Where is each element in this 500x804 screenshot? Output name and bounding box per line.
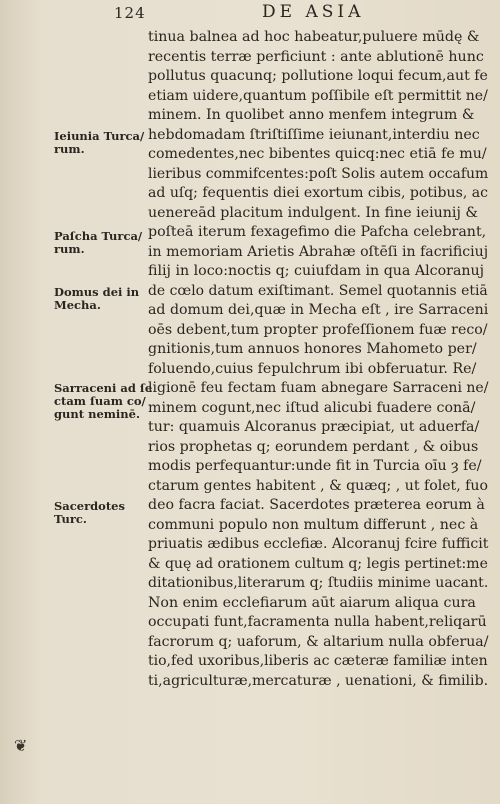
text-line: rios prophetas q; eorundem perdant , & oibus: [148, 438, 479, 455]
running-title: DE ASIA: [262, 2, 365, 22]
margin-note-line: Sacerdotes: [54, 499, 125, 513]
text-line: deo facra faciat. Sacerdotes præterea eorum à: [148, 497, 485, 513]
margin-note-ieiunia: [54, 130, 149, 156]
margin-note-sarraceni: [54, 381, 153, 421]
text-line: Non enim ecclefiarum aūt aiarum aliqua cura: [148, 594, 476, 611]
page-number: 124: [114, 4, 146, 22]
text-line: modis perfequantur:unde fit in Turcia oīu ȝ fe/: [148, 458, 482, 474]
text-line: ad uſq; fequentis diei exortum cibis, potibus, ac: [148, 185, 489, 201]
text-line: foluendo,cuius fepulchrum ibi obferuatur. Re/: [148, 360, 477, 377]
margin-note-domus-dei: [54, 286, 149, 312]
text-line: tio,fed uxoribus,liberis ac cæteræ familiæ inten: [148, 653, 488, 669]
text-line: ditationibus,literarum q; ſtudiis minime uacant.: [148, 575, 489, 591]
text-line: & quę ad orationem cultum q; legis pertinet:me: [148, 555, 488, 572]
text-line: communi populo non multum differunt , nec à: [148, 516, 479, 533]
margin-note-pascha: [54, 230, 149, 256]
text-line: poſteā iterum fexagefimo die Pafcha celebrant,: [148, 224, 487, 240]
text-line: priuatis ædibus ecclefiæ. Alcoranuj fcire fufficit: [148, 536, 489, 552]
text-line: minem. In quolibet anno menfem integrum &: [148, 107, 475, 123]
text-line: ad domum dei,quæ in Mecha eſt , ire Sarraceni: [148, 302, 489, 318]
margin-note-line: Ieiunia Turca/: [54, 129, 145, 143]
text-line: ligionē feu fectam fuam abnegare Sarraceni ne/: [148, 380, 489, 396]
margin-note-line: rum.: [54, 142, 85, 156]
margin-note-line: Turc.: [54, 512, 87, 526]
margin-note-line: rum.: [54, 242, 85, 256]
margin-note-line: ctam ſuam co/: [54, 394, 146, 408]
text-line: tinua balnea ad hoc habeatur,puluere mūdę &: [148, 29, 480, 45]
page-header: [0, 2, 500, 26]
text-line: uenereād placitum indulgent. In fine ieiunij &: [148, 204, 479, 221]
margin-note-line: Domus dei in: [54, 285, 140, 299]
ornament-icon: ❦: [14, 736, 28, 755]
text-line: ctarum gentes habitent , & quæq; , ut folet, fuo: [148, 477, 488, 494]
text-line: hebdomadam ſtriſtiſſime ieiunant,interdiu nec: [148, 126, 480, 143]
text-line: gnitionis,tum annuos honores Mahometo per/: [148, 341, 477, 357]
main-text-block: [148, 28, 488, 691]
text-line: filij in loco:noctis q; cuiufdam in qua Alcoranuj: [148, 263, 485, 279]
margin-note-sacerdotes: [54, 500, 149, 526]
text-line: minem cogunt,nec iſtud alicubi fuadere conā/: [148, 399, 476, 416]
margin-note-line: Sarraceni ad ſe: [54, 381, 153, 395]
text-line: etiam uidere,quantum poſſibile eſt permittit ne/: [148, 87, 488, 104]
margin-note-line: Mecha.: [54, 298, 101, 312]
text-line: oēs debent,tum propter profeſſionem fuæ reco/: [148, 321, 488, 338]
text-line: de cœlo datum exiſtimant. Semel quotannis etiā: [148, 282, 488, 299]
text-line: occupati funt,facramenta nulla habent,reliqarū: [148, 614, 487, 630]
margin-note-line: gunt neminē.: [54, 407, 140, 421]
text-line: recentis terræ perficiunt : ante ablutionē hunc: [148, 48, 484, 65]
text-line: pollutus quacunq; pollutione loqui fecum,aut fe: [148, 68, 488, 84]
margin-note-line: Paſcha Turca/: [54, 229, 143, 243]
text-line: in memoriam Arietis Abrahæ oſtēſi in facrificiuj: [148, 243, 489, 260]
text-line: comedentes,nec bibentes quicq:nec etiā fe mu/: [148, 146, 487, 162]
text-line: tur: quamuis Alcoranus præcipiat, ut aduerfa/: [148, 419, 480, 435]
text-line: facrorum q; uaforum, & altarium nulla obferua/: [148, 633, 489, 650]
text-line: ti,agriculturæ,mercaturæ , uenationi, & fimilib.: [148, 672, 489, 689]
text-line: lieribus commifcentes:poſt Solis autem occafum: [148, 165, 489, 182]
